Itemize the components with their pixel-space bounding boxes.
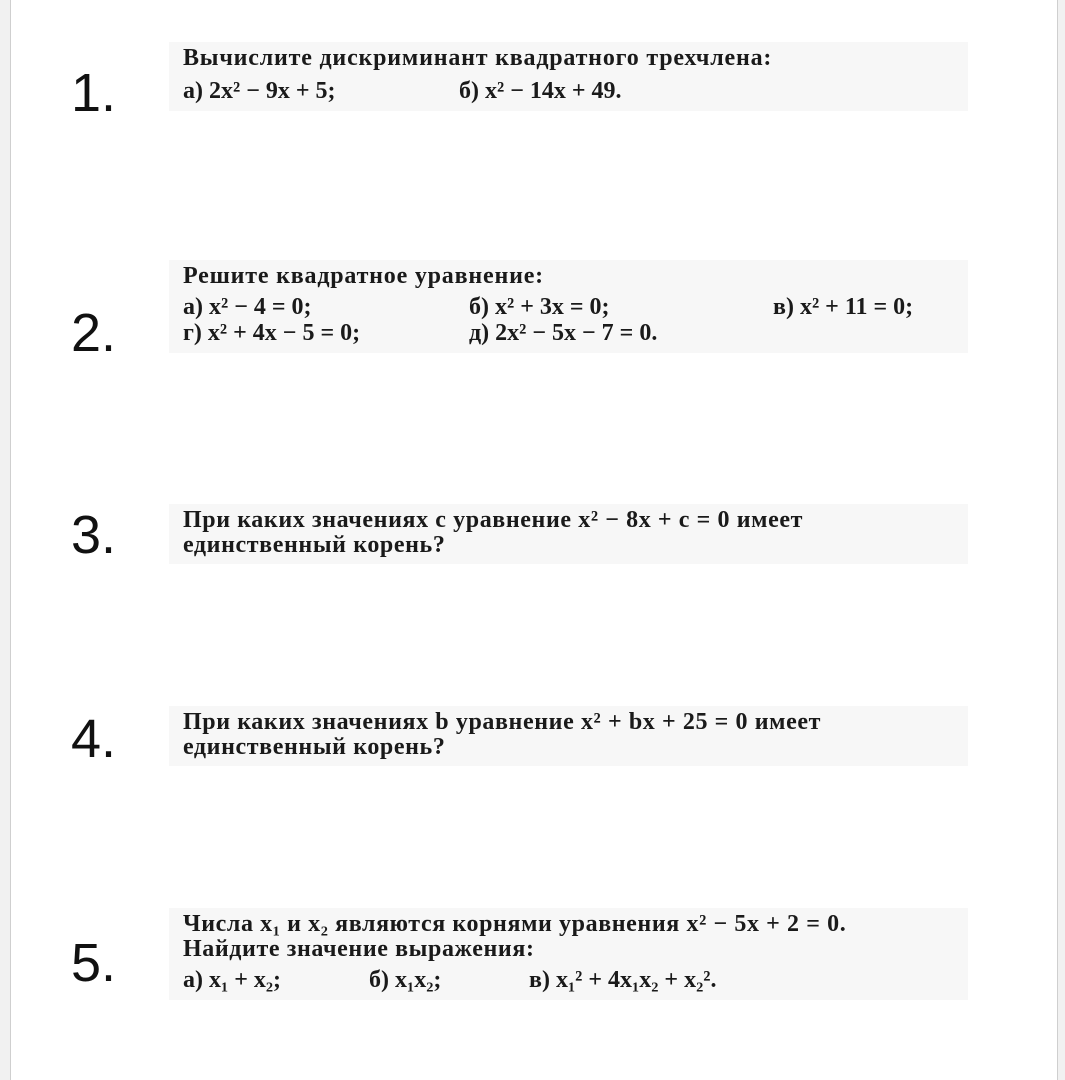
task-1-item-a: а) 2x² − 9x + 5;: [183, 78, 336, 105]
task-1-item-b: б) x² − 14x + 49.: [459, 78, 622, 105]
task-3-number: 3.: [71, 505, 117, 565]
task-2-item-g: г) x² + 4x − 5 = 0;: [183, 320, 361, 347]
task-4-number: 4.: [71, 709, 117, 769]
task-1-number: 1.: [71, 63, 117, 123]
task-5-item-v: в) x₁² + 4x₁x₂ + x₂².: [529, 967, 717, 994]
task-2-row-2: [183, 321, 958, 347]
task-4-line-2: единственный корень?: [183, 734, 446, 761]
task-4-line-1: При каких значениях b уравнение x² + bx + 25 = 0 имеет: [183, 709, 821, 735]
task-2-item-d: д) 2x² − 5x − 7 = 0.: [469, 320, 658, 347]
task-2-item-b: б) x² + 3x = 0;: [469, 294, 610, 321]
task-5-item-b: б) x₁x₂;: [369, 967, 442, 994]
task-2-title: Решите квадратное уравнение:: [183, 263, 544, 289]
task-1-items: [183, 79, 958, 105]
task-2-row-1: [183, 295, 958, 321]
task-5-block: [169, 908, 968, 1000]
task-3-line-2: единственный корень?: [183, 532, 446, 559]
task-2-number: 2.: [71, 303, 117, 363]
task-2-block: [169, 260, 968, 353]
task-4-block: [169, 706, 968, 766]
task-1-title: Вычислите дискриминант квадратного трехчлена:: [183, 45, 773, 71]
task-5-item-a: а) x₁ + x₂;: [183, 967, 282, 994]
task-3-line-1: При каких значениях c уравнение x² − 8x + c = 0 имеет: [183, 507, 803, 533]
task-1-block: [169, 42, 968, 111]
task-2-item-a: а) x² − 4 = 0;: [183, 294, 312, 321]
task-3-block: [169, 504, 968, 564]
task-5-items: [183, 968, 958, 994]
worksheet-page: [10, 0, 1058, 1080]
task-5-line-2: Найдите значение выражения:: [183, 936, 535, 963]
task-2-item-v: в) x² + 11 = 0;: [773, 294, 914, 321]
task-5-number: 5.: [71, 933, 117, 993]
task-5-line-1: Числа x₁ и x₂ являются корнями уравнения x² − 5x + 2 = 0.: [183, 911, 847, 937]
